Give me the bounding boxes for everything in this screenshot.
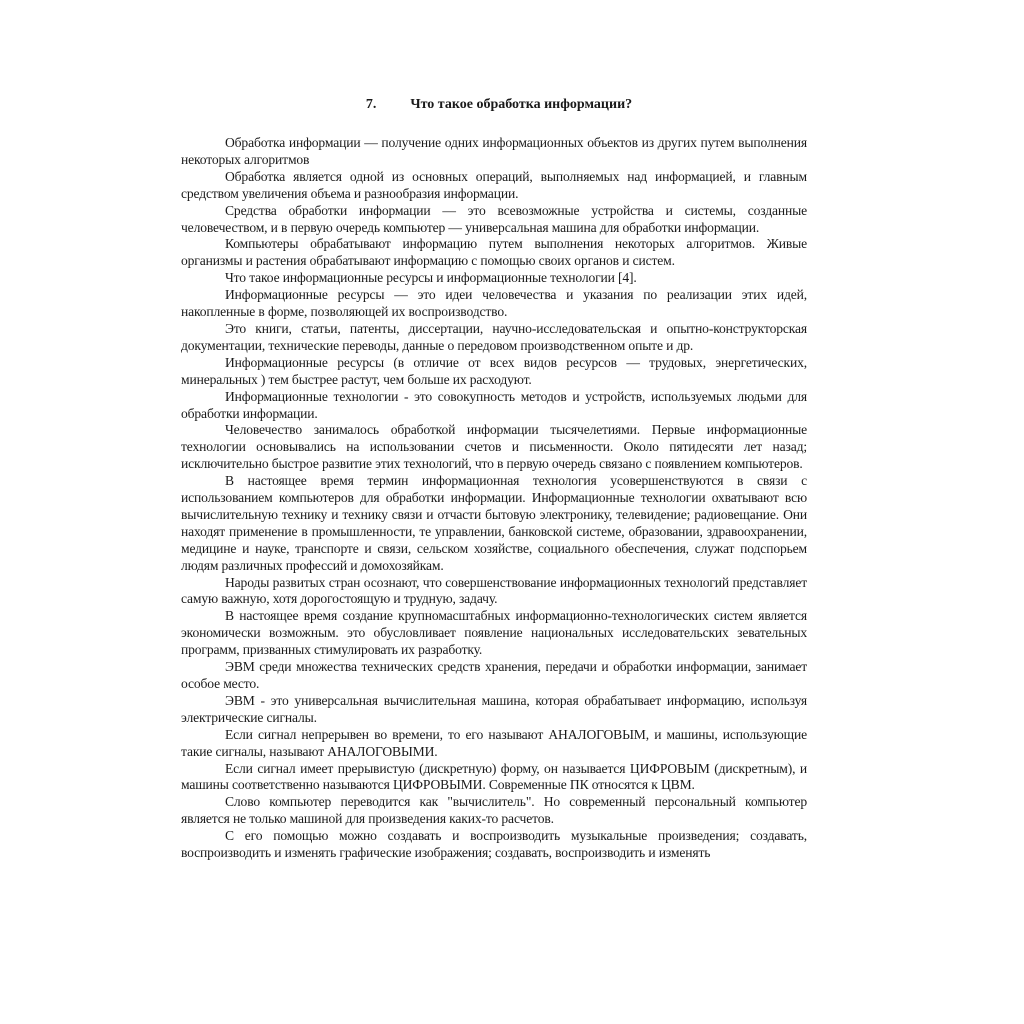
paragraph-resources-question: Что такое информационные ресурсы и информационные технологии [4]. bbox=[225, 270, 637, 286]
paragraph-technologies-present: В настоящее время термин информационная технология усовершенствуются в связи с использованием компьютеров для обработки информации. Информационные технологии охватывают всю вычислительную технику и технику связи и отчасти бытовую электронику, телевидение; радиовещание. Они находят применение в промышленности, те управлении, банковской системе, образовании, здравоохранении, медицине и науке, транспорте и связи, сельском хозяйстве, социального обеспечения, служат подспорьем людям различных профессий и домохозяйкам. bbox=[181, 473, 807, 573]
paragraph-processing-role: Обработка является одной из основных операций, выполняемых над информацией, и главным средством увеличения объема и разнообразия информации. bbox=[181, 168, 807, 201]
paragraph-evm-place: ЭВМ среди множества технических средств хранения, передачи и обработки информации, занимает особое место. bbox=[181, 659, 807, 691]
paragraph-technologies-history: Человечество занималось обработкой информации тысячелетиями. Первые информационные технологии основывались на использовании счетов и письменности. Около пятидесяти лет назад; исключительно быстрое развитие этих технологий, что в первую очередь связано с появлением компьютеров. bbox=[181, 422, 807, 472]
paragraph-resources-growth: Информационные ресурсы (в отличие от всех видов ресурсов — трудовых, энергетических, минеральных ) тем быстрее растут, чем больше их расходуют. bbox=[181, 354, 807, 387]
paragraph-digital: Если сигнал имеет прерывистую (дискретную) форму, он называется ЦИФРОВЫМ (дискретным), и машины соответственно называются ЦИФРОВЫМИ. Современные ПК относятся к ЦВМ. bbox=[181, 760, 807, 793]
paragraph-resources-examples: Это книги, статьи, патенты, диссертации, научно-исследовательская и опытно-конструкторская документации, технические переводы, данные о передовом производственном опыте и др. bbox=[181, 320, 807, 353]
paragraph-processing-definition: Обработка информации — получение одних информационных объектов из других путем выполнения некоторых алгоритмов bbox=[181, 135, 807, 167]
paragraph-large-systems: В настоящее время создание крупномасштабных информационно-технологических систем является экономически возможным. это обусловливает появление национальных исследовательских зевательных программ, призванных стимулировать их разработку. bbox=[181, 608, 807, 658]
paragraph-nations: Народы развитых стран осознают, что совершенствование информационных технологий представляет самую важную, хотя дорогостоящую и трудную, задачу. bbox=[181, 574, 807, 607]
paragraph-resources-definition: Информационные ресурсы — это идеи человечества и указания по реализации этих идей, накопленные в форме, позволяющей их воспроизводство. bbox=[181, 287, 807, 320]
section-title: Что такое обработка информации? bbox=[410, 97, 633, 112]
paragraph-computer-word: Слово компьютер переводится как "вычислитель". Но современный персональный компьютер является не только машиной для произведения каких-то расчетов. bbox=[181, 794, 807, 827]
paragraph-analog: Если сигнал непрерывен во времени, то его называют АНАЛОГОВЫМ, и машины, использующие такие сигналы, называют АНАЛОГОВЫМИ. bbox=[181, 726, 807, 759]
paragraph-computer-uses: С его помощью можно создавать и воспроизводить музыкальные произведения; создавать, воспроизводить и изменять графические изображения; создавать, воспроизводить и изменять bbox=[181, 828, 807, 861]
section-heading bbox=[181, 96, 807, 114]
paragraph-technologies-definition: Информационные технологии - это совокупность методов и устройств, используемых людьми для обработки информации. bbox=[181, 388, 807, 421]
document-page bbox=[181, 96, 807, 862]
paragraph-evm-definition: ЭВМ - это универсальная вычислительная машина, которая обрабатывает информацию, используя электрические сигналы. bbox=[181, 692, 807, 725]
paragraph-processing-means: Средства обработки информации — это всевозможные устройства и системы, созданные человечеством, и в первую очередь компьютер — универсальная машина для обработки информации. bbox=[181, 202, 807, 235]
section-number: 7. bbox=[365, 97, 377, 112]
paragraph-computers-process: Компьютеры обрабатывают информацию путем выполнения некоторых алгоритмов. Живые организмы и растения обрабатывают информацию с помощью своих органов и систем. bbox=[181, 236, 807, 269]
